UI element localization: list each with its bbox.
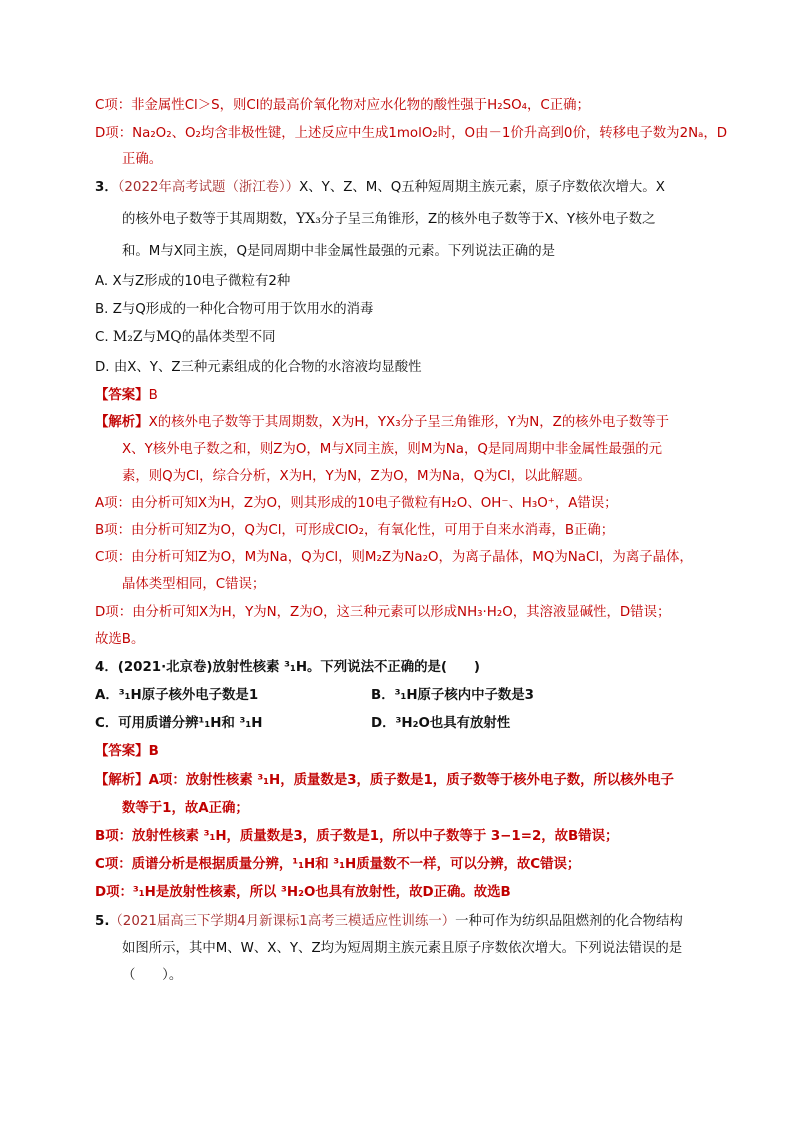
q5-stem-line3: （ ）。 [122,968,183,983]
q3-analysis-c-line1: C项：由分析可知Z为O，M为Na，Q为Cl，则M₂Z为Na₂O，为离子晶体，MQ为NaCl，为离子晶体， [95,550,693,565]
formula-mq: MQ [155,329,182,345]
q4-options-ab [95,686,715,705]
q3-analysis-line2: X、Y核外电子数之和，则Z为O，M与X同主族，则M为Na，Q是同周期中非金属性最强的元 [122,442,662,457]
formula-yx3: YX₃ [296,211,321,227]
q3-option-b: B. Z与Q形成的一种化合物可用于饮用水的消毒 [95,302,374,317]
q3-option-d: D. 由X、Y、Z三种元素组成的化合物的水溶液均显酸性 [95,360,422,375]
q4-analysis-d: D项：³₁H是放射性核素，所以 ³H₂O也具有放射性，故D正确。故选B [95,885,511,900]
q4-stem: 4．(2021·北京卷)放射性核素 ³₁H。下列说法不正确的是( ) [95,660,480,675]
prev-analysis-d-line1: D项：Na₂O₂、O₂均含非极性键，上述反应中生成1molO₂时，O由－1价升高到0价，转移电子数为2Nₐ，D [95,126,728,141]
prev-analysis-d-line2: 正确。 [122,152,163,167]
q3-stem-line2: 的核外电子数等于其周期数，YX₃分子呈三角锥形，Z的核外电子数等于X、Y核外电子数之 [122,211,656,227]
q4-analysis-line2: 数等于1，故A正确； [122,801,249,816]
q5-stem-line1: 5.（2021届高三下学期4月新课标1高考三模适应性训练一）一种可作为纺织品阻燃剂的化合物结构 [95,914,683,929]
q3-answer: 【答案】B [95,388,158,403]
q4-option-a: A．³₁H原子核外电子数是1 [95,688,259,703]
q3-analysis-line3: 素，则Q为Cl，综合分析，X为H，Y为N，Z为O，M为Na，Q为Cl，以此解题。 [122,469,591,484]
q5-stem-line2: 如图所示，其中M、W、X、Y、Z均为短周期主族元素且原子序数依次增大。下列说法错误的是 [122,941,683,956]
formula-m2z: M₂Z [112,329,143,345]
q3-analysis-b: B项：由分析可知Z为O，Q为Cl，可形成ClO₂，有氧化性，可用于自来水消毒，B正确； [95,523,615,538]
q3-conclusion: 故选B。 [95,632,145,647]
q3-stem-line3: 和。M与X同主族，Q是同周期中非金属性最强的元素。下列说法正确的是 [122,244,555,259]
q3-analysis-line1: 【解析】X的核外电子数等于其周期数，X为H，YX₃分子呈三角锥形，Y为N，Z的核外电子数等于 [95,415,669,430]
q4-option-d: D．³H₂O也具有放射性 [371,716,511,731]
q3-option-a: A. X与Z形成的10电子微粒有2种 [95,274,291,289]
q3-option-c: C. M₂Z与MQ的晶体类型不同 [95,329,276,345]
q3-stem-line1: 3．（2022年高考试题（浙江卷））X、Y、Z、M、Q五种短周期主族元素，原子序数依次增大。X [95,180,665,195]
q4-options-cd [95,714,715,733]
q3-analysis-d: D项：由分析可知X为H，Y为N，Z为O，这三种元素可以形成NH₃·H₂O，其溶液显碱性，D错误； [95,605,671,620]
q4-option-b: B．³₁H原子核内中子数是3 [371,688,534,703]
q3-analysis-a: A项：由分析可知X为H，Z为O，则其形成的10电子微粒有H₂O、OH⁻、H₃O⁺，A错误； [95,496,618,511]
prev-analysis-c: C项：非金属性Cl＞S，则Cl的最高价氧化物对应水化物的酸性强于H₂SO₄，C正确； [95,98,590,113]
q4-analysis-b: B项：放射性核素 ³₁H，质量数是3，质子数是1，所以中子数等于 3−1=2，故B错误； [95,829,619,844]
q4-answer: 【答案】B [95,744,159,759]
q4-option-c: C．可用质谱分辨¹₁H和 ³₁H [95,716,263,731]
q4-analysis-line1: 【解析】A项：放射性核素 ³₁H，质量数是3，质子数是1，质子数等于核外电子数，所以核外电子 [95,773,674,788]
q3-analysis-c-line2: 晶体类型相同，C错误； [122,577,266,592]
q4-analysis-c: C项：质谱分析是根据质量分辨，¹₁H和 ³₁H质量数不一样，可以分辨，故C错误； [95,857,581,872]
